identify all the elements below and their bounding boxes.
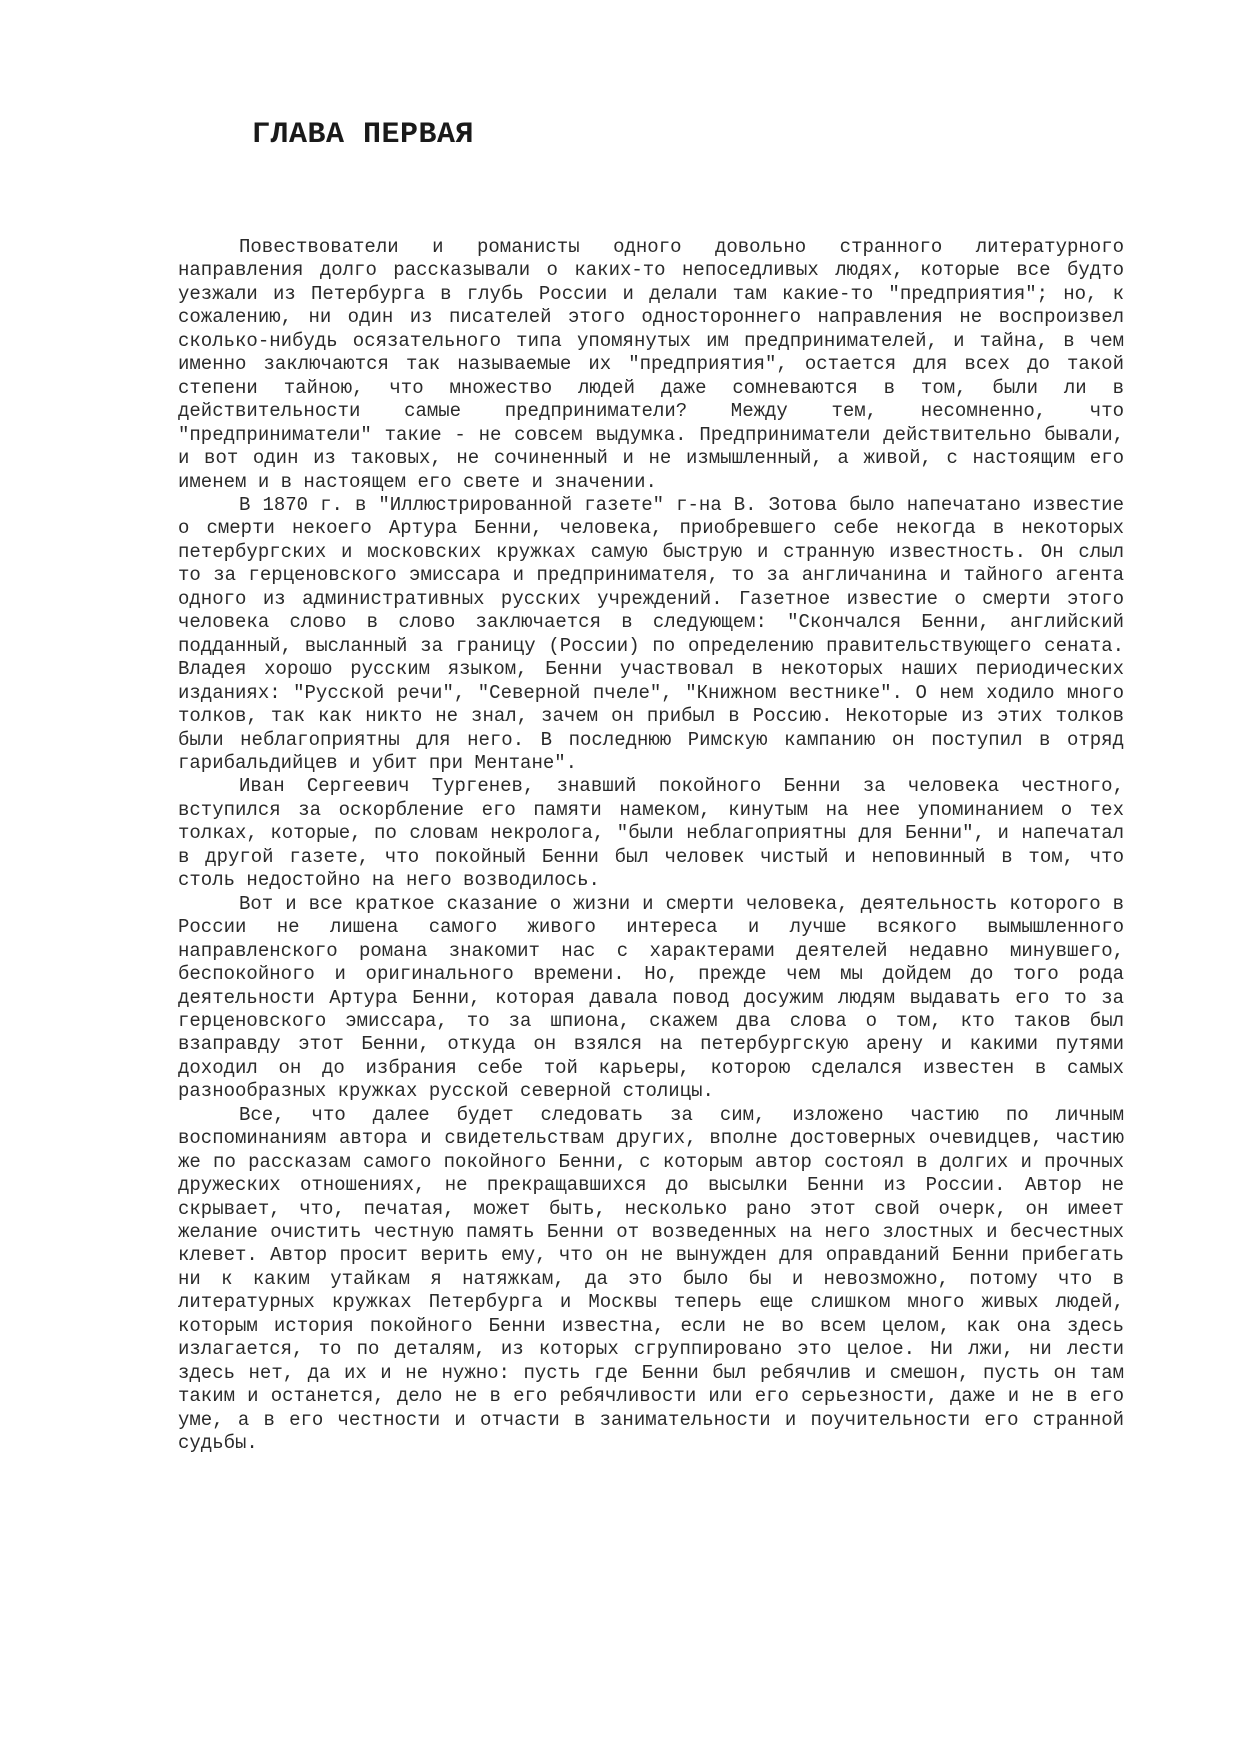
paragraph-3: Иван Сергеевич Тургенев, знавший покойного Бенни за человека честного, вступился за оскорбление его памяти намеком, кинутым на нее упоминанием о тех толках, которые, по словам некролога, "были неблагоприятны для Бенни", и напечатал в другой газете, что покойный Бенни был человек чистый и неповинный в том, что столь недостойно на него возводилось. bbox=[178, 775, 1124, 892]
chapter-body bbox=[178, 236, 1124, 1456]
paragraph-4: Вот и все краткое сказание о жизни и смерти человека, деятельность которого в России не лишена самого живого интереса и лучше всякого вымышленного направленского романа знакомит нас с характерами деятелей недавно минувшего, беспокойного и оригинального времени. Но, прежде чем мы дойдем до того рода деятельности Артура Бенни, которая давала повод досужим людям выдавать его то за герценовского эмиссара, то за шпиона, скажем два слова о том, кто таков был взаправду этот Бенни, откуда он взялся на петербургскую арену и какими путями доходил он до избрания себе той карьеры, которою сделался известен в самых разнообразных кружках русской северной столицы. bbox=[178, 892, 1124, 1103]
paragraph-1: Повествователи и романисты одного довольно странного литературного направления долго рассказывали о каких-то непоседливых людях, которые все будто уезжали из Петербурга в глубь России и делали там какие-то "предприятия"; но, к сожалению, ни один из писателей этого одностороннего направления не воспроизвел сколько-нибудь осязательного типа упомянутых им предпринимателей, и тайна, в чем именно заключаются так называемые их "предприятия", остается для всех до такой степени тайною, что множество людей даже сомневаются в том, были ли в действительности самые предприниматели? Между тем, несомненно, что "предприниматели" такие - не совсем выдумка. Предприниматели действительно бывали, и вот один из таковых, не сочиненный и не измышленный, а живой, с настоящим его именем и в настоящем его свете и значении. bbox=[178, 236, 1124, 493]
paragraph-2: В 1870 г. в "Иллюстрированной газете" г-на В. Зотова было напечатано известие о смерти некоего Артура Бенни, человека, приобревшего себе некогда в некоторых петербургских и московских кружках самую быструю и странную известность. Он слыл то за герценовского эмиссара и предпринимателя, то за англичанина и тайного агента одного из административных русских учреждений. Газетное известие о смерти этого человека слово в слово заключается в следующем: "Скончался Бенни, английский подданный, высланный за границу (России) по определению правительствующего сената. Владея хорошо русским языком, Бенни участвовал в некоторых наших периодических изданиях: "Русской речи", "Северной пчеле", "Книжном вестнике". О нем ходило много толков, так как никто не знал, зачем он прибыл в Россию. Некоторые из этих толков были неблагоприятны для него. В последнюю Римскую кампанию он поступил в отряд гарибальдийцев и убит при Ментане". bbox=[178, 493, 1124, 774]
paragraph-5: Все, что далее будет следовать за сим, изложено частию по личным воспоминаниям автора и свидетельствам других, вполне достоверных очевидцев, частию же по рассказам самого покойного Бенни, с которым автор состоял в долгих и прочных дружеских отношениях, не прекращавшихся до высылки Бенни из России. Автор не скрывает, что, печатая, может быть, несколько рано этот свой очерк, он имеет желание очистить честную память Бенни от возведенных на него злостных и бесчестных клевет. Автор просит верить ему, что он не вынужден для оправданий Бенни прибегать ни к каким утайкам я натяжкам, да это было бы и невозможно, потому что в литературных кружках Петербурга и Москвы теперь еще слишком много живых людей, которым история покойного Бенни известна, если не во всем целом, как она здесь излагается, то по деталям, из которых сгруппировано это целое. Ни лжи, ни лести здесь нет, да их и не нужно: пусть где Бенни был ребячлив и смешон, пусть он там таким и останется, дело не в его ребячливости или его серьезности, даже и не в его уме, а в его честности и отчасти в занимательности и поучительности его странной судьбы. bbox=[178, 1103, 1124, 1455]
chapter-title: ГЛАВА ПЕРВАЯ bbox=[252, 118, 475, 152]
